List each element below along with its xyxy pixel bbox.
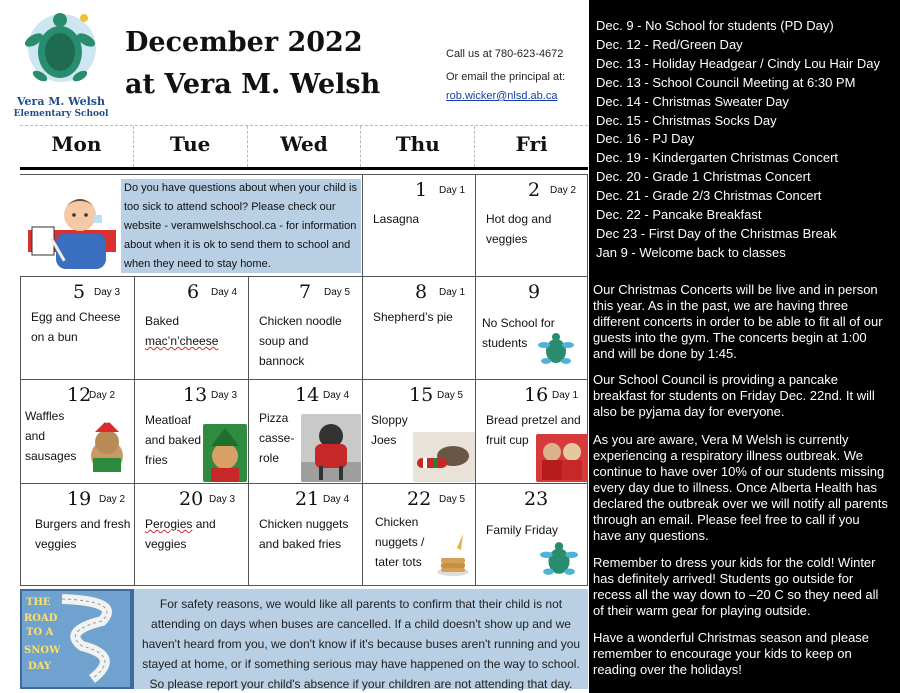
event-item: Dec. 22 - Pancake Breakfast bbox=[596, 207, 762, 223]
calendar-grid bbox=[20, 174, 588, 586]
dog-elf-photo bbox=[203, 424, 247, 482]
weekday-tue: Tue bbox=[133, 126, 247, 167]
day-cell-6 bbox=[134, 277, 248, 379]
day-number: 1 bbox=[415, 179, 428, 201]
weekday-mon: Mon bbox=[51, 132, 102, 156]
principal-email-link[interactable]: rob.wicker@nlsd.ab.ca bbox=[446, 90, 558, 102]
lunch-menu: Egg and Cheese on a bun bbox=[31, 310, 121, 344]
snow-day-text: SNOW bbox=[24, 645, 61, 656]
lunch-menu: Hot dog and veggies bbox=[486, 212, 552, 246]
day-cell-7 bbox=[248, 277, 362, 379]
school-name: Vera M. Welsh bbox=[17, 95, 105, 108]
day-rotation: Day 5 bbox=[439, 494, 466, 505]
day-number: 14 bbox=[295, 384, 320, 406]
event-item: Dec. 9 - No School for students (PD Day) bbox=[596, 18, 834, 33]
event-list bbox=[596, 17, 880, 263]
day-cell-22 bbox=[362, 484, 475, 585]
day-rotation: Day 5 bbox=[437, 390, 464, 401]
calendar-week bbox=[20, 484, 588, 586]
event-item: Dec. 12 - Red/Green Day bbox=[596, 36, 743, 52]
event-item: Dec. 14 - Christmas Sweater Day bbox=[596, 93, 789, 109]
event-item: Dec. 13 - Holiday Headgear / Cindy Lou Hair Day bbox=[596, 55, 880, 71]
lunch-menu: Chicken noodle soup and bannock bbox=[259, 314, 342, 368]
snow-day-text: ROAD bbox=[24, 613, 58, 624]
day-number: 8 bbox=[415, 281, 428, 303]
turtle-icon bbox=[540, 540, 578, 578]
sick-child-illustration bbox=[20, 175, 121, 276]
dog-photo bbox=[83, 418, 131, 476]
day-cell-19 bbox=[20, 484, 134, 585]
snow-day-text: TO A bbox=[26, 627, 54, 638]
lunch-menu: Chicken nuggets / tater tots bbox=[375, 515, 425, 569]
weekday-wed: Wed bbox=[247, 126, 361, 167]
day-cell-2 bbox=[475, 175, 588, 276]
event-item: Dec. 15 - Christmas Socks Day bbox=[596, 112, 777, 128]
title-line-1: December 2022 bbox=[125, 27, 363, 58]
day-cell-15 bbox=[362, 380, 475, 483]
day-number: 12 bbox=[67, 384, 92, 406]
day-cell-12 bbox=[20, 380, 134, 483]
holiday-wishes-paragraph: Have a wonderful Christmas season and please remember to encourage your kids to keep on reading over the holidays! bbox=[593, 630, 870, 677]
school-type: Elementary School bbox=[13, 109, 109, 119]
calendar-week bbox=[20, 174, 588, 277]
snow-day-text: THE bbox=[26, 597, 51, 608]
christmas-socks-photo bbox=[413, 432, 475, 482]
school-logo bbox=[10, 8, 112, 126]
day-number: 6 bbox=[187, 281, 200, 303]
news-panel bbox=[589, 0, 900, 693]
day-number: 16 bbox=[524, 384, 549, 406]
phone-text: Call us at 780-623-4672 bbox=[446, 48, 564, 60]
day-rotation: Day 1 bbox=[439, 287, 466, 298]
day-cell-23 bbox=[475, 484, 588, 585]
day-rotation: Day 2 bbox=[99, 494, 126, 505]
lunch-menu: No School for students bbox=[482, 316, 555, 350]
weekday-fri: Fri bbox=[474, 126, 588, 167]
lunch-menu: Shepherd’s pie bbox=[373, 310, 453, 324]
day-rotation: Day 3 bbox=[211, 390, 238, 401]
day-rotation: Day 2 bbox=[550, 185, 577, 196]
day-number: 22 bbox=[407, 488, 432, 510]
day-rotation: Day 4 bbox=[323, 390, 350, 401]
lunch-menu bbox=[145, 514, 235, 554]
dogs-pajamas-photo bbox=[536, 434, 588, 482]
day-cell-16 bbox=[475, 380, 588, 483]
day-number: 5 bbox=[73, 281, 86, 303]
day-cell-21 bbox=[248, 484, 362, 585]
concert-paragraph: Our Christmas Concerts will be live and in person this year. As in the past, we are having three different concerts in order to be able to fit all of our guests into the gym. The concerts begin at 1:00 and will be done by 1:45. bbox=[593, 282, 883, 361]
lunch-menu: Family Friday bbox=[486, 523, 559, 537]
lunch-menu-b: mac’n’cheese bbox=[145, 334, 219, 348]
lunch-menu-b: and veggies bbox=[145, 517, 216, 551]
day-rotation: Day 2 bbox=[89, 390, 116, 401]
event-item: Dec. 16 - PJ Day bbox=[596, 131, 695, 147]
lunch-menu: Waffles and sausages bbox=[25, 409, 77, 463]
lunch-menu: Lasagna bbox=[373, 212, 420, 226]
day-rotation: Day 1 bbox=[439, 185, 466, 196]
sick-policy-note: Do you have questions about when your child is too sick to attend school? Please check our website - veramwelshschool.ca - for information about when it is ok to send them to school and when they need to stay home. bbox=[121, 179, 361, 273]
day-cell-20 bbox=[134, 484, 248, 585]
lunch-menu: Burgers and fresh veggies bbox=[35, 517, 131, 551]
title-line-2: at Vera M. Welsh bbox=[125, 69, 381, 100]
day-rotation: Day 3 bbox=[209, 494, 236, 505]
event-item: Dec. 21 - Grade 2/3 Christmas Concert bbox=[596, 188, 822, 204]
event-item: Dec. 19 - Kindergarten Christmas Concert bbox=[596, 150, 839, 166]
event-item: Jan 9 - Welcome back to classes bbox=[596, 244, 786, 260]
day-rotation: Day 1 bbox=[552, 390, 579, 401]
event-item: Dec. 20 - Grade 1 Christmas Concert bbox=[596, 169, 811, 185]
day-number: 21 bbox=[295, 488, 320, 510]
lunch-menu-a: Perogies bbox=[145, 517, 193, 531]
illness-paragraph: As you are aware, Vera M Welsh is currently experiencing a respiratory illness outbreak. We continue to have over 10% of our students missing every day due to illness. Once Alberta Health has declared the outbreak over we will notify all parents through an email. Please feel free to call if you have any questions. bbox=[593, 432, 888, 543]
snow-day-text: DAY bbox=[28, 661, 52, 672]
day-cell-13 bbox=[134, 380, 248, 483]
event-item: Dec. 13 - School Council Meeting at 6:30 PM bbox=[596, 74, 856, 90]
day-cell-14 bbox=[248, 380, 362, 483]
lunch-menu-a: Baked bbox=[145, 314, 180, 328]
day-cell-5 bbox=[20, 277, 134, 379]
calendar-week bbox=[20, 380, 588, 484]
day-rotation: Day 4 bbox=[211, 287, 238, 298]
cold-weather-paragraph: Remember to dress your kids for the cold! Winter has definitely arrived! Students go outside for recess all the way down to –20 C so they need all of their warm gear for playing outside. bbox=[593, 555, 879, 618]
pancake-photo bbox=[433, 528, 473, 580]
day-number: 15 bbox=[409, 384, 434, 406]
lunch-menu: Meatloaf and baked fries bbox=[145, 413, 202, 467]
pancake-paragraph: Our School Council is providing a pancake breakfast for students on Friday Dec. 22nd. It will also be pyjama day for everyone. bbox=[593, 372, 875, 419]
lunch-menu: Bread pretzel and fruit cup bbox=[486, 413, 581, 447]
day-rotation: Day 4 bbox=[323, 494, 350, 505]
snow-day-map bbox=[22, 591, 130, 687]
lunch-menu: Chicken nuggets and baked fries bbox=[259, 517, 349, 551]
day-number: 2 bbox=[528, 179, 541, 201]
day-rotation: Day 5 bbox=[324, 287, 351, 298]
day-number: 13 bbox=[183, 384, 208, 406]
day-number: 9 bbox=[528, 281, 541, 303]
weekday-header bbox=[20, 125, 588, 170]
email-prompt: Or email the principal at: bbox=[446, 71, 566, 83]
day-cell-1 bbox=[362, 175, 475, 276]
lunch-menu bbox=[145, 311, 245, 351]
event-item: Dec 23 - First Day of the Christmas Break bbox=[596, 225, 837, 241]
bus-safety-notice: For safety reasons, we would like all parents to confirm that their child is not attending on days when buses are cancelled. If a child doesn't show up and we haven't heard from you, we don't know if it's because buses aren't running and you stayed at home, or if something serious may have happened on the way to school. So please report your child's absence if your children are not attending that day. bbox=[134, 589, 588, 689]
page-title bbox=[125, 22, 380, 106]
day-rotation: Day 3 bbox=[94, 287, 121, 298]
turtle-icon bbox=[22, 8, 100, 94]
turtle-icon bbox=[538, 331, 574, 367]
day-number: 20 bbox=[179, 488, 204, 510]
day-cell-8 bbox=[362, 277, 475, 379]
day-number: 7 bbox=[299, 281, 312, 303]
lunch-menu: Sloppy Joes bbox=[371, 413, 408, 447]
day-cell-9 bbox=[475, 277, 588, 379]
weekday-thu: Thu bbox=[360, 126, 474, 167]
day-number: 19 bbox=[67, 488, 92, 510]
day-number: 23 bbox=[524, 488, 549, 510]
calendar-week bbox=[20, 277, 588, 380]
lunch-menu: Pizza casse-role bbox=[259, 411, 295, 465]
contact-info bbox=[446, 42, 586, 104]
dog-sweater-photo bbox=[301, 414, 361, 482]
